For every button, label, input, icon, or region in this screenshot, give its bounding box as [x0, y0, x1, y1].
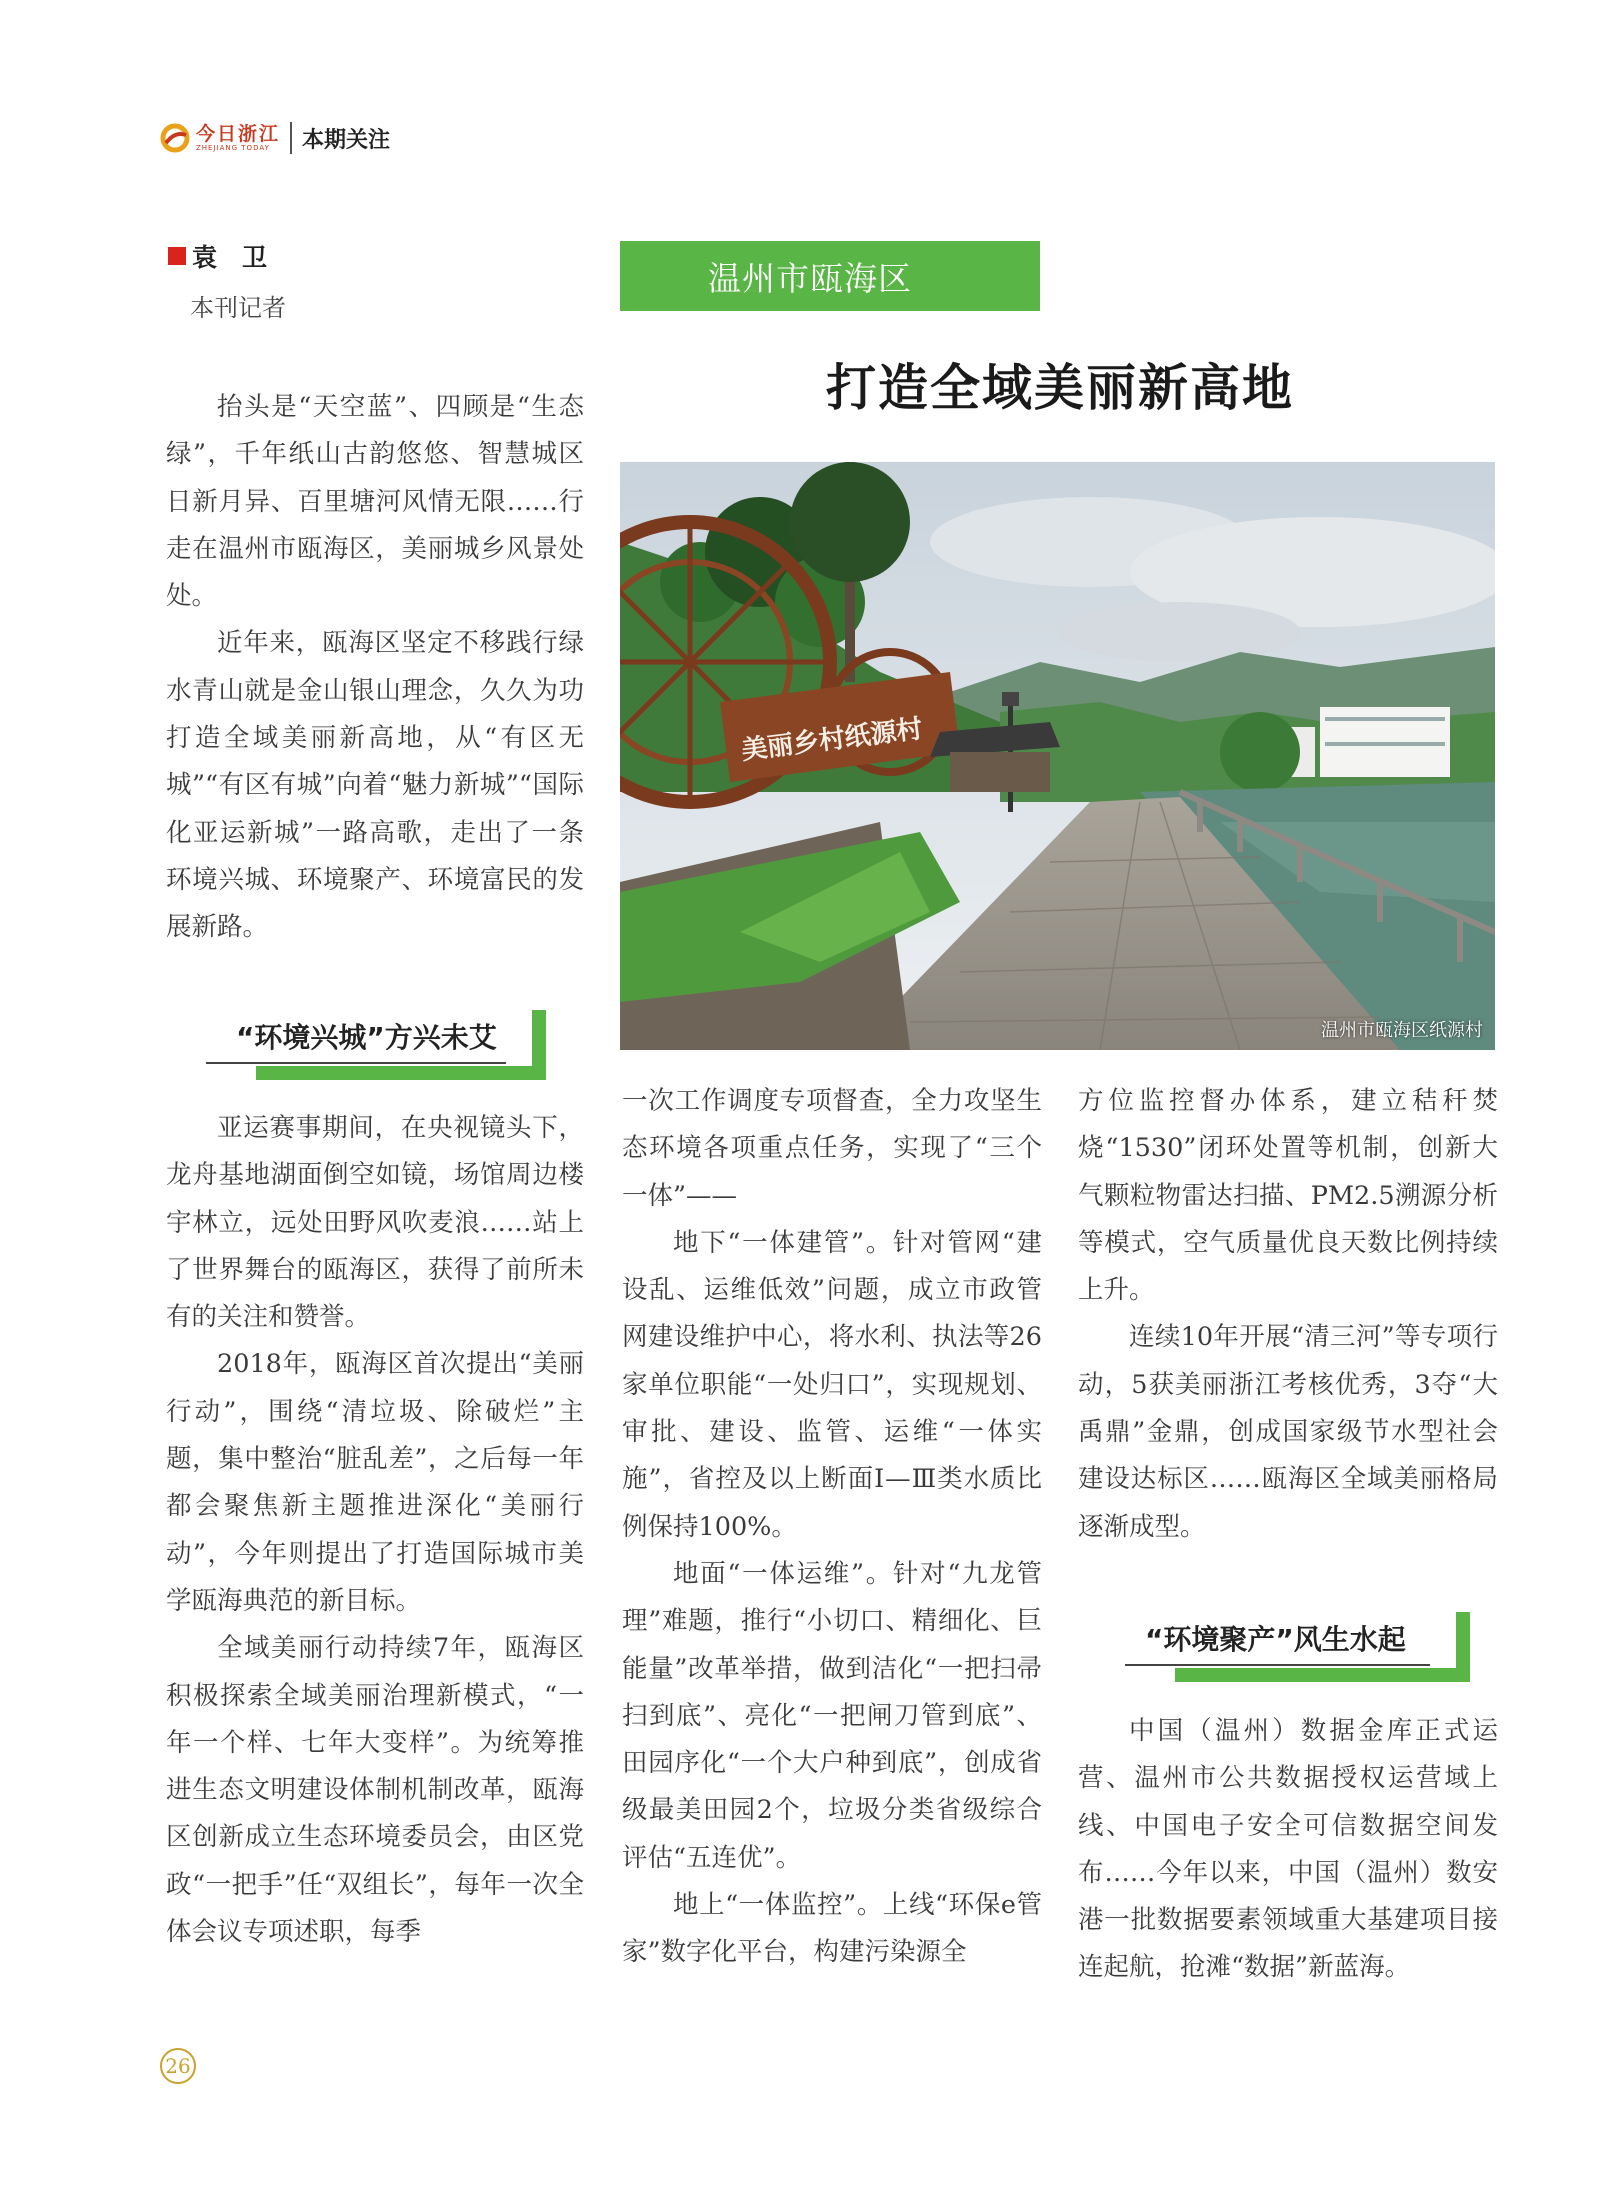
subheading-text: “环境兴城”方兴未艾 [236, 1021, 497, 1054]
logo-english: ZHEJIANG TODAY [196, 144, 270, 152]
village-scene-illustration [620, 462, 1495, 1050]
author-block [168, 238, 286, 323]
page-number: 26 [160, 2048, 196, 2084]
sign-text: 美丽乡村纸源村 [739, 714, 925, 767]
magazine-logo [160, 123, 280, 153]
subheading-environment-industry [1125, 1602, 1470, 1682]
paragraph: 地下“一体建管”。针对管网“建设乱、运维低效”问题，成立市政管网建设维护中心，将水利、执法等26家单位职能“一处归口”，实现规划、审批、建设、监管、运维“一体实施”，省控及以上断面Ⅰ—Ⅲ类水质比例保持100%。 [622, 1227, 1042, 1542]
subheading-text: “环境聚产”风生水起 [1145, 1623, 1406, 1656]
author-role: 本刊记者 [190, 294, 286, 322]
author-name [168, 238, 286, 274]
column-3-bottom [1078, 1708, 1498, 1992]
page-header [160, 118, 390, 158]
paragraph: 连续10年开展“清三河”等专项行动，5获美丽浙江考核优秀，3夺“大禹鼎”金鼎，创成国家级节水型社会建设达标区……瓯海区全域美丽格局逐渐成型。 [1078, 1322, 1498, 1542]
author-name-text: 袁 卫 [192, 243, 268, 272]
paragraph: 地面“一体运维”。针对“九龙管理”难题，推行“小切口、精细化、巨能量”改革举措，做到洁化“一把扫帚扫到底”、亮化“一把闸刀管到底”、田园序化“一个大户种到底”，创成省级最美田园2个，垃圾分类省级综合评估“五连优”。 [622, 1558, 1042, 1873]
column-2 [622, 1078, 1042, 1977]
paragraph: 中国（温州）数据金库正式运营、温州市公共数据授权运营域上线、中国电子安全可信数据空间发布……今年以来，中国（温州）数安港一批数据要素领域重大基建项目接连起航，抢滩“数据”新蓝海。 [1078, 1716, 1498, 1983]
green-bar-decoration [256, 1066, 546, 1080]
location-banner: 温州市瓯海区 [620, 241, 1040, 311]
paragraph: 全域美丽行动持续7年，瓯海区积极探索全域美丽治理新模式，“一年一个样、七年大变样”。为统筹推进生态文明建设体制机制改革，瓯海区创新成立生态环境委员会，由区党政“一把手”任“双组长”，每年一次全体会议专项述职，每季 [166, 1633, 584, 1948]
subheading-environment-city [206, 1000, 546, 1080]
paragraph: 2018年，瓯海区首次提出“美丽行动”，围绕“清垃圾、除破烂”主题，集中整治“脏乱差”，之后每一年都会聚焦新主题推进深化“美丽行动”，今年则提出了打造国际城市美学瓯海典范的新目标。 [166, 1349, 584, 1616]
paragraph: 一次工作调度专项督查，全力攻坚生态环境各项重点任务，实现了“三个一体”—— [622, 1086, 1042, 1211]
subhead-rule [206, 1062, 506, 1064]
header-divider [290, 122, 292, 154]
paragraph: 方位监控督办体系，建立秸秆焚烧“1530”闭环处置等机制，创新大气颗粒物雷达扫描、PM2.5溯源分析等模式，空气质量优良天数比例持续上升。 [1078, 1086, 1498, 1306]
logo-sun-icon [160, 123, 190, 153]
paragraph: 亚运赛事期间，在央视镜头下，龙舟基地湖面倒空如镜，场馆周边楼宇林立，远处田野风吹麦浪……站上了世界舞台的瓯海区，获得了前所未有的关注和赞誉。 [166, 1113, 584, 1333]
column-1-bottom [166, 1105, 584, 1956]
paragraph: 地上“一体监控”。上线“环保e管家”数字化平台，构建污染源全 [622, 1890, 1042, 1968]
subhead-rule [1125, 1664, 1430, 1666]
green-bar-vertical [532, 1010, 546, 1070]
logo-chinese: 今日浙江 [196, 123, 281, 145]
article-title: 打造全域美丽新高地 [826, 358, 1294, 417]
green-bar-vertical [1456, 1612, 1470, 1672]
article-photo [620, 462, 1495, 1050]
red-square-marker [168, 247, 186, 265]
photo-caption: 温州市瓯海区纸源村 [1321, 1020, 1483, 1041]
column-1-top [166, 384, 584, 952]
green-bar-decoration [1175, 1668, 1470, 1682]
section-title: 本期关注 [302, 127, 391, 153]
column-3-top [1078, 1078, 1498, 1551]
paragraph: 抬头是“天空蓝”、四顾是“生态绿”，千年纸山古韵悠悠、智慧城区日新月异、百里塘河风情无限……行走在温州市瓯海区，美丽城乡风景处处。 [166, 392, 584, 612]
paragraph: 近年来，瓯海区坚定不移践行绿水青山就是金山银山理念，久久为功打造全域美丽新高地，从“有区无城”“有区有城”向着“魅力新城”“国际化亚运新城”一路高歌，走出了一条环境兴城、环境聚产、环境富民的发展新路。 [166, 628, 584, 943]
